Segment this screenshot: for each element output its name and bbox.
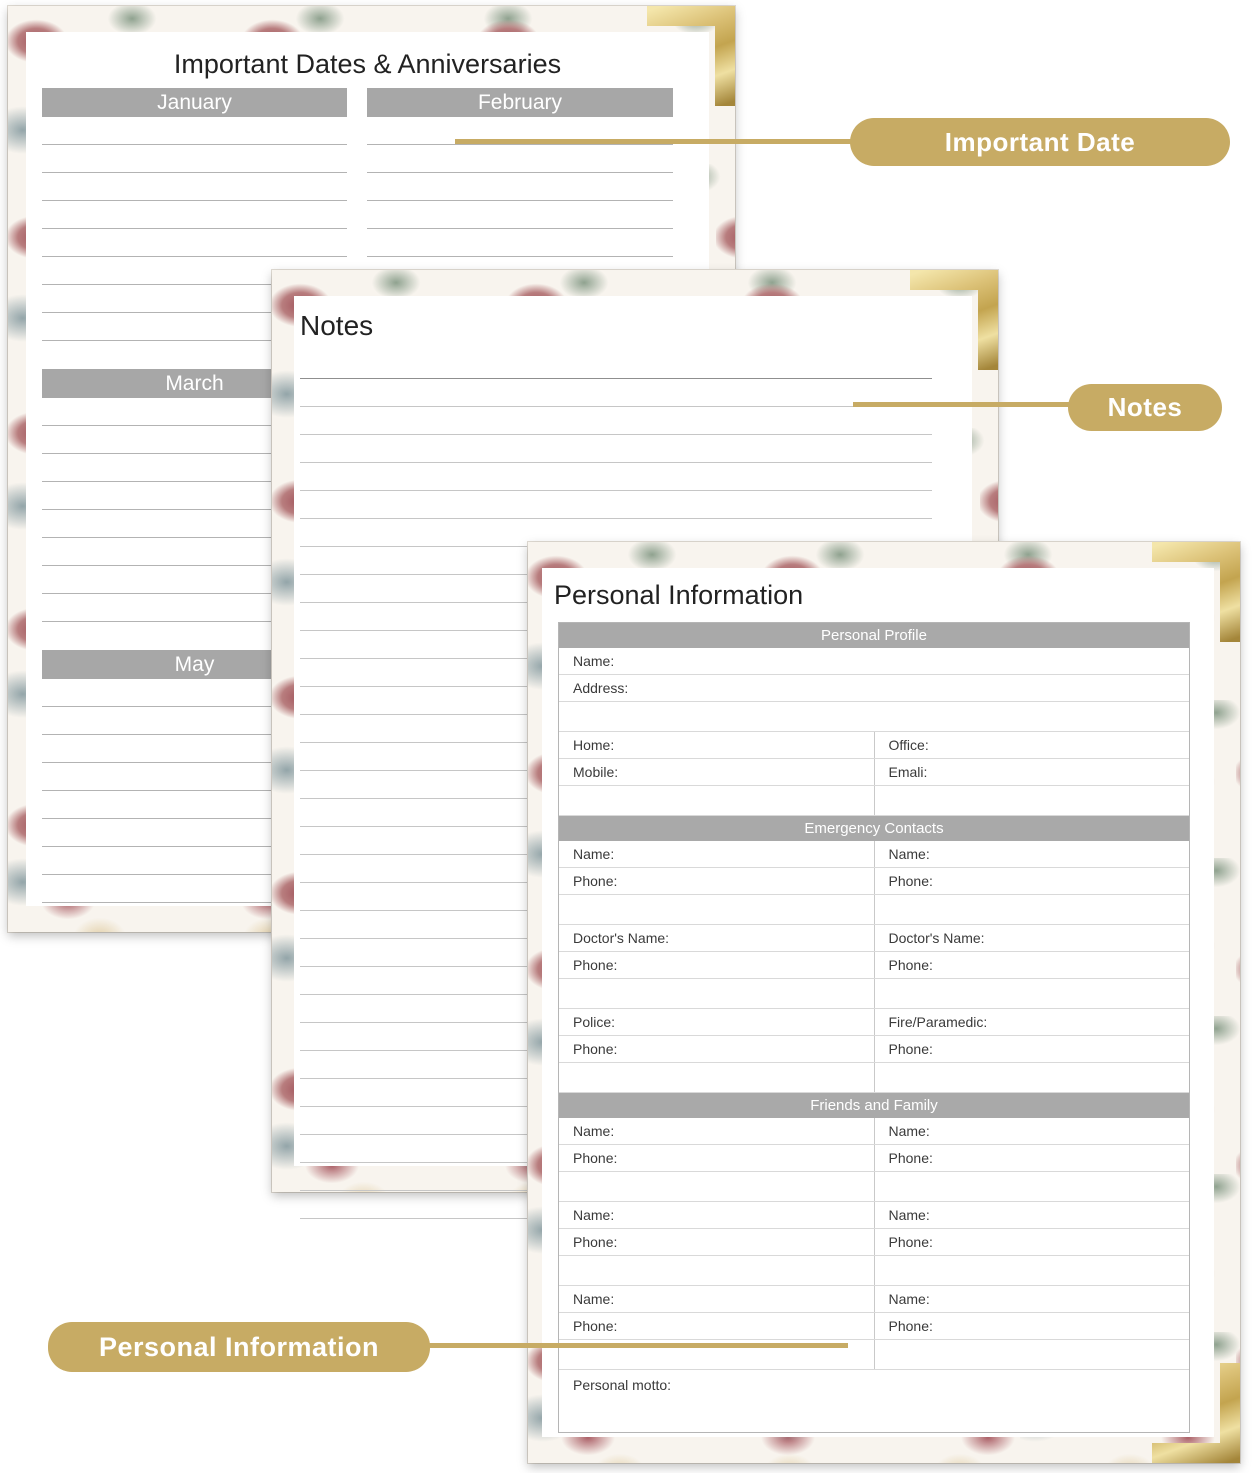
ruled-line [42,173,347,201]
table-row-empty [559,979,1189,1009]
field-cell-empty [874,1172,1190,1201]
field-label: Name: [573,846,615,862]
personal-info-page [528,542,1240,1463]
month-header-march: March [42,369,347,398]
table-row [559,925,1189,952]
table-row [559,648,1189,675]
ruled-line [367,201,673,229]
field-label: Phone: [874,1145,1190,1171]
field-label: Phone: [573,1150,618,1166]
field-label: Phone: [573,873,618,889]
month-header-january: January [42,88,347,117]
field-cell-empty [559,1256,874,1285]
field-cell-empty [874,1063,1190,1092]
table-row-empty [559,1172,1189,1202]
field-label: Name: [874,1202,1190,1228]
table-row [559,1145,1189,1172]
callout-notes: Notes [1068,384,1222,431]
field-label: Phone: [874,1036,1190,1062]
field-label: Phone: [874,952,1190,978]
ruled-line [367,229,673,257]
personal-info-table [558,622,1190,1433]
field-cell-empty [874,979,1190,1008]
field-cell-empty [874,1340,1190,1369]
field-label: Address: [573,680,629,696]
field-label: Name: [573,1207,615,1223]
ruled-line [42,229,347,257]
field-label: Fire/Paramedic: [874,1009,1190,1035]
field-label: Name: [874,1118,1190,1144]
field-cell-empty [874,786,1190,815]
table-row [559,675,1189,702]
field-label: Home: [573,737,615,753]
field-cell-empty [874,895,1190,924]
field-label: Phone: [573,1234,618,1250]
table-row-empty [559,895,1189,925]
ruled-line [42,117,347,145]
field-label: Name: [874,841,1190,867]
field-label: Phone: [874,868,1190,894]
field-label: Doctor's Name: [874,925,1190,951]
table-row [559,1009,1189,1036]
ruled-line [42,145,347,173]
field-cell-empty [559,979,874,1008]
table-row [559,841,1189,868]
field-label: Name: [573,1291,615,1307]
notes-ruled-line [300,491,932,519]
ruled-line [42,201,347,229]
callout-personal-information: Personal Information [48,1322,430,1372]
table-row [559,1286,1189,1313]
important-dates-title: Important Dates & Anniversaries [173,49,562,79]
field-label: Name: [573,1123,615,1139]
table-row [559,759,1189,786]
ruled-line [367,145,673,173]
table-row [559,1036,1189,1063]
notes-ruled-line [300,351,932,379]
field-label: Phone: [573,957,618,973]
field-label: Phone: [874,1313,1190,1339]
field-label: Name: [874,1286,1190,1312]
field-cell-empty [559,1172,874,1201]
field-label: Office: [874,732,1190,758]
notes-ruled-line [300,463,932,491]
field-cell-empty [874,1256,1190,1285]
field-label: Doctor's Name: [573,930,670,946]
field-label: Police: [573,1014,616,1030]
section-header-friends-and-family: Friends and Family [559,1093,1189,1118]
table-row [559,1313,1189,1340]
field-label: Name: [573,653,615,669]
callout-important-date: Important Date [850,118,1230,166]
personal-motto-row [559,1370,1189,1432]
table-row [559,732,1189,759]
notes-title: Notes [300,310,374,341]
section-header-emergency-contacts: Emergency Contacts [559,816,1189,841]
table-row-empty [559,702,1189,732]
notes-ruled-line [300,407,932,435]
table-row [559,1202,1189,1229]
notes-ruled-line [300,435,932,463]
table-row [559,868,1189,895]
personal-info-title: Personal Information [554,580,804,610]
table-row-empty [559,1256,1189,1286]
callout-line-important-date [455,139,855,144]
field-label: Emali: [874,759,1190,785]
section-header-personal-profile: Personal Profile [559,623,1189,648]
table-row-empty [559,1063,1189,1093]
callout-line-personal-information [425,1343,848,1348]
field-label: Phone: [874,1229,1190,1255]
personal-info-paper [542,568,1214,1437]
table-row [559,1229,1189,1256]
field-label: Phone: [573,1318,618,1334]
field-cell-empty [559,786,874,815]
field-label: Phone: [573,1041,618,1057]
notes-ruled-line [300,379,932,407]
month-header-february: February [367,88,673,117]
field-label: Mobile: [573,764,619,780]
month-header-may: May [42,650,347,679]
table-row-empty [559,786,1189,816]
table-row [559,952,1189,979]
personal-motto-label: Personal motto: [573,1377,672,1393]
table-row [559,1118,1189,1145]
ruled-line [367,173,673,201]
callout-line-notes [853,402,1073,407]
field-cell-empty [559,895,874,924]
field-cell-empty [559,702,1189,731]
field-cell-empty [559,1063,874,1092]
